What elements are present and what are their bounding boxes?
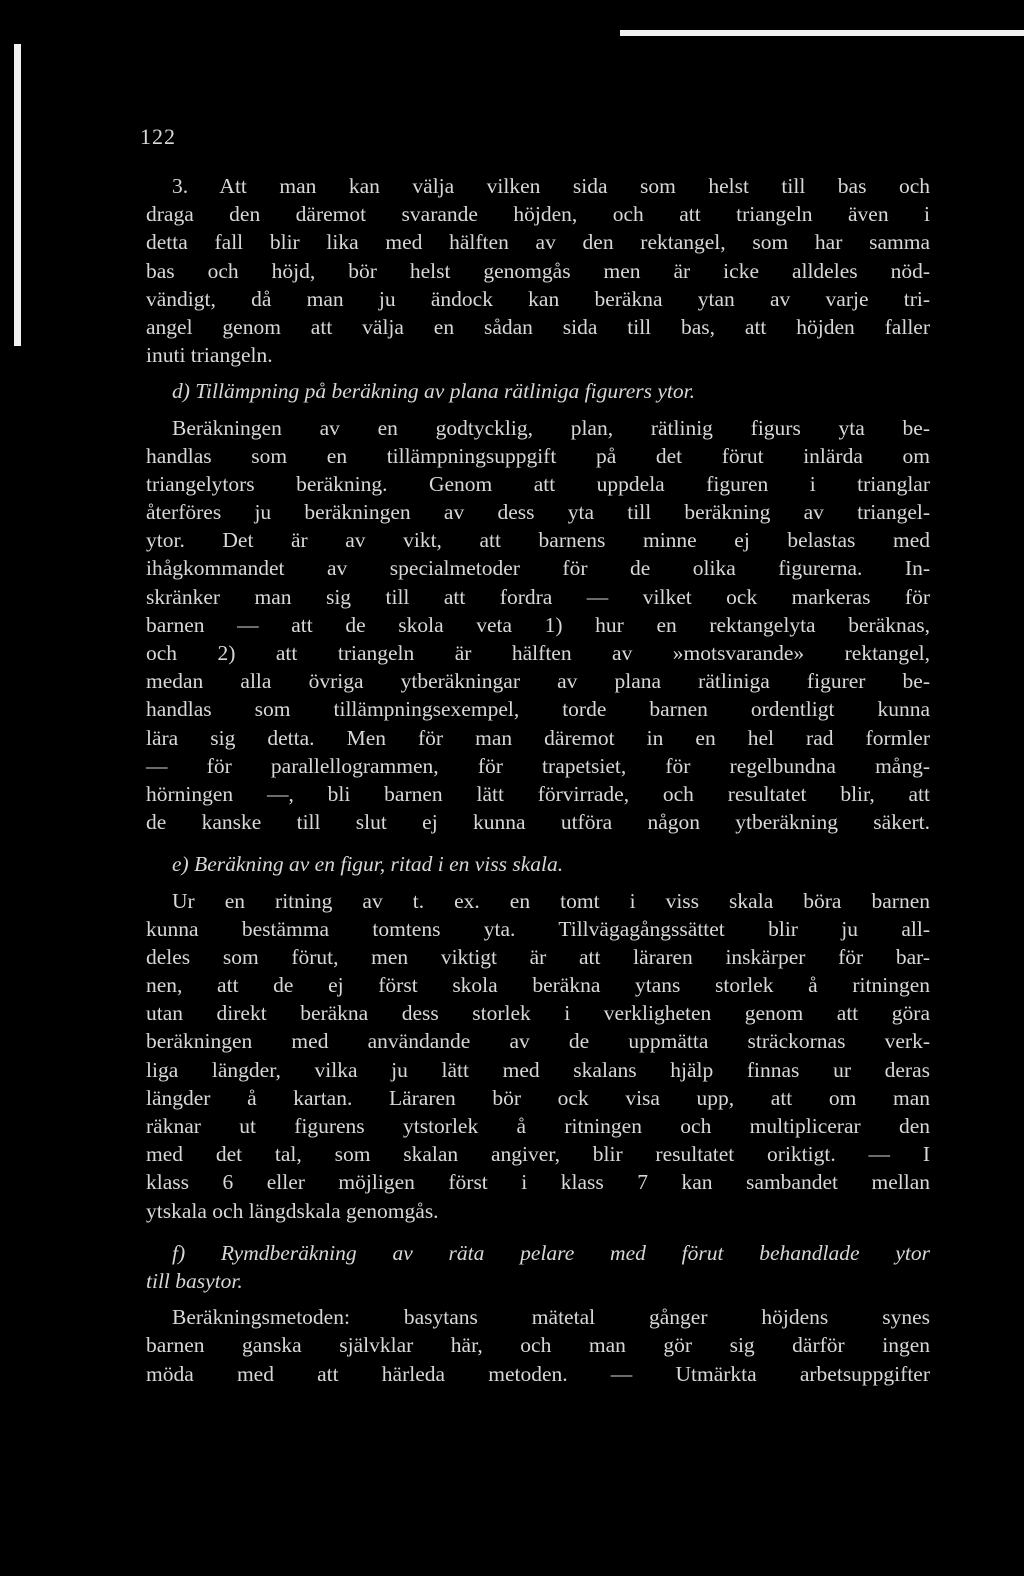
section-heading-d: d) Tillämpning på beräkning av plana rätliniga figurers ytor. bbox=[172, 379, 695, 404]
paragraph-e bbox=[146, 887, 930, 1225]
text-line: barnen — att de skola veta 1) hur en rektangelyta beräknas, bbox=[146, 612, 930, 637]
text-line: med det tal, som skalan angiver, blir resultatet oriktigt. — I bbox=[146, 1142, 930, 1167]
text-line: 3. Att man kan välja vilken sida som helst till bas och bbox=[172, 174, 930, 198]
section-heading-f bbox=[146, 1239, 930, 1295]
left-border-line bbox=[14, 44, 21, 346]
text-line: skränker man sig till att fordra — vilket ock markeras för bbox=[146, 584, 930, 609]
section-heading-e: e) Beräkning av en figur, ritad i en viss skala. bbox=[172, 852, 564, 877]
text-line: deles som förut, men viktigt är att läraren inskärper för bar- bbox=[146, 944, 930, 969]
text-line: ytskala och längdskala genomgås. bbox=[146, 1198, 439, 1223]
text-line: medan alla övriga ytberäkningar av plana rätliniga figurer be- bbox=[146, 669, 930, 694]
text-line: Ur en ritning av t. ex. en tomt i viss skala böra barnen bbox=[172, 888, 930, 913]
text-line: nen, att de ej först skola beräkna ytans storlek å ritningen bbox=[146, 973, 930, 998]
text-line: hörningen —, bli barnen lätt förvirrade, och resultatet blir, att bbox=[146, 781, 930, 806]
text-line: angel genom att välja en sådan sida till bas, att höjden faller bbox=[146, 314, 930, 339]
text-line: och 2) att triangeln är hälften av »motsvarande» rektangel, bbox=[146, 641, 930, 665]
text-line: klass 6 eller möjligen först i klass 7 kan sambandet mellan bbox=[146, 1170, 930, 1195]
text-line: Beräkningen av en godtycklig, plan, rätlinig figurs yta be- bbox=[172, 415, 930, 440]
text-line: utan direkt beräkna dess storlek i verkligheten genom att göra bbox=[146, 1001, 930, 1026]
text-line: handlas som en tillämpningsuppgift på det förut inlärda om bbox=[146, 443, 930, 468]
text-line: möda med att härleda metoden. — Utmärkta arbetsuppgifter bbox=[146, 1361, 930, 1386]
text-line: räknar ut figurens ytstorlek å ritningen och multiplicerar den bbox=[146, 1114, 930, 1138]
text-line: detta fall blir lika med hälften av den rektangel, som har samma bbox=[146, 230, 930, 255]
text-line: de kanske till slut ej kunna utföra någon ytberäkning säkert. bbox=[146, 810, 930, 835]
paragraph-d bbox=[146, 414, 930, 837]
text-line: — för parallellogrammen, för trapetsiet, för regelbundna mång- bbox=[146, 753, 930, 778]
text-line: längder å kartan. Läraren bör ock visa upp, att om man bbox=[146, 1085, 930, 1110]
text-line: beräkningen med användande av de uppmätta sträckornas verk- bbox=[146, 1029, 930, 1054]
page-number: 122 bbox=[140, 124, 176, 149]
text-line: ytor. Det är av vikt, att barnens minne ej belastas med bbox=[146, 528, 930, 553]
text-line: draga den däremot svarande höjden, och att triangeln även i bbox=[146, 202, 930, 227]
text-line: triangelytors beräkning. Genom att uppdela figuren i trianglar bbox=[146, 471, 930, 496]
text-line: bas och höjd, bör helst genomgås men är icke alldeles nöd- bbox=[146, 258, 930, 283]
text-line: Beräkningsmetoden: basytans mätetal gånger höjdens synes bbox=[172, 1305, 930, 1330]
top-border-line bbox=[620, 30, 1024, 36]
text-line: inuti triangeln. bbox=[146, 343, 273, 368]
text-line: återföres ju beräkningen av dess yta till beräkning av triangel- bbox=[146, 500, 930, 525]
paragraph-3 bbox=[146, 172, 930, 369]
page-body bbox=[146, 172, 930, 1388]
text-line: handlas som tillämpningsexempel, torde barnen ordentligt kunna bbox=[146, 697, 930, 722]
text-line: kunna bestämma tomtens yta. Tillvägagångssättet blir ju all- bbox=[146, 916, 930, 941]
text-line: liga längder, vilka ju lätt med skalans hjälp finnas ur deras bbox=[146, 1057, 930, 1082]
paragraph-f bbox=[146, 1303, 930, 1388]
heading-line: f) Rymdberäkning av räta pelare med förut behandlade ytor bbox=[172, 1240, 930, 1265]
text-line: lära sig detta. Men för man däremot in en hel rad formler bbox=[146, 725, 930, 750]
text-line: barnen ganska självklar här, och man gör sig därför ingen bbox=[146, 1333, 930, 1358]
text-line: ihågkommandet av specialmetoder för de olika figurerna. In- bbox=[146, 556, 930, 581]
text-line: vändigt, då man ju ändock kan beräkna ytan av varje tri- bbox=[146, 286, 930, 311]
heading-line: till basytor. bbox=[146, 1268, 243, 1293]
